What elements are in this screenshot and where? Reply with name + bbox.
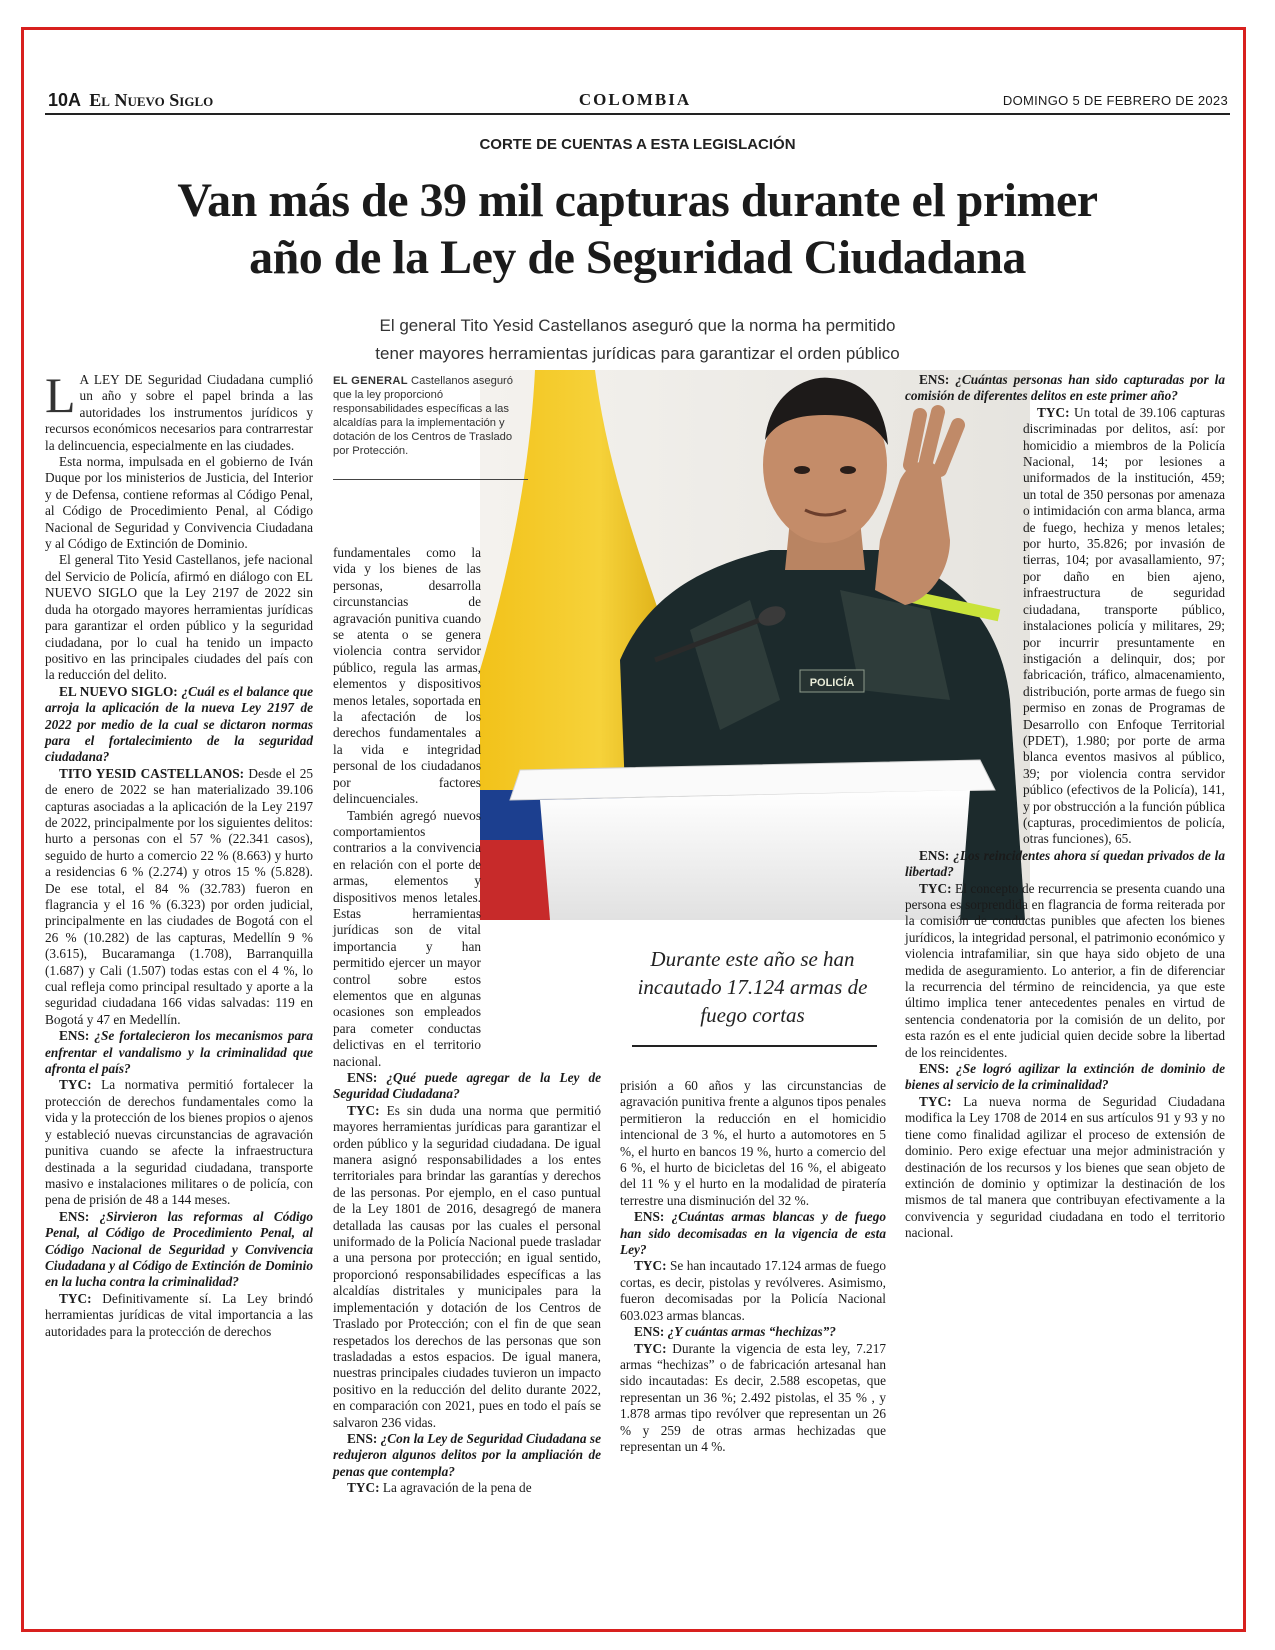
lead-paragraph: [45, 367, 313, 454]
answer: [620, 1341, 886, 1456]
speaker: ENS:: [919, 1061, 950, 1077]
column-3: [620, 1078, 886, 1455]
headline-line-2: año de la Ley de Seguridad Ciudadana: [249, 231, 1026, 284]
speaker: TYC:: [1037, 404, 1070, 420]
pull-quote-rule: [632, 1045, 877, 1047]
pull-quote: Durante este año se han incautado 17.124 armas de fuego cortas: [637, 947, 868, 1027]
speaker: TYC:: [634, 1258, 667, 1274]
question-text: ¿Se fortalecieron los mecanismos para enfrentar el vandalismo y la criminalidad que afronta el país?: [45, 1028, 313, 1077]
caption-text: Castellanos aseguró que la ley proporcionó responsabilidades específicas a las alcaldías para la implementación y dotación de los Centros de Traslado por Protección.: [333, 375, 514, 457]
question: [333, 1431, 601, 1480]
question-text: ¿Con la Ley de Seguridad Ciudadana se redujeron algunos delitos por la ampliación de penas que contempla?: [333, 1430, 601, 1479]
question-text: ¿Cuántas personas han sido capturadas por la comisión de diferentes delitos en este primer año?: [905, 372, 1225, 404]
section-name: COLOMBIA: [578, 90, 692, 109]
answer-text: La agravación de la pena de: [379, 1480, 532, 1496]
speaker: ENS:: [634, 1209, 665, 1225]
question: [45, 1209, 313, 1291]
paragraph: También agregó nuevos comportamientos contrarios a la convivencia en relación con el porte de armas, elementos y dispositivos menos letales. Estas herramientas jurídicas son de vital importancia y han permitido ejercer un mayor control sobre estos elementos que en algunas ocasiones son empleados para cometer conductas delictivas en el territorio nacional.: [333, 807, 481, 1069]
answer: [905, 405, 1225, 848]
question-text: ¿Cuántas armas blancas y de fuego han sido decomisadas en la vigencia de esta Ley?: [620, 1209, 886, 1258]
issue-date: DOMINGO 5 DE FEBRERO DE 2023: [1002, 93, 1228, 108]
answer: [45, 1077, 313, 1208]
page-number: 10A: [48, 90, 82, 110]
column-1: [45, 367, 313, 1340]
column-2: [333, 545, 601, 1497]
answer-text: La nueva norma de Seguridad Ciudadana modifica la Ley 1708 de 2014 en sus artículos 91 y 93 y no tiene como finalidad agilizar el proceso de extensión de dominio. Pero exige efectuar una mejor administración y destinación de los recursos y los bienes que sean objeto de extinción de dominio y optimizar la destinación de los mismos de tal manera que contribuyan efectivamente a la convivencia y seguridad ciudadana en todo el territorio nacional.: [905, 1093, 1225, 1241]
answer-text: Es sin duda una norma que permitió mayores herramientas jurídicas para garantizar el orden público y la seguridad ciudadana. De igual manera asignó responsabilidades a los entes territoriales para brindar las garantías y derechos de las personas. Por ejemplo, en el caso puntual de la Ley 1801 de 2016, desagregó de manera detallada las causas por las cuales el personal uniformado de la Policía Nacional puede trasladar a una persona por protección; en igual sentido, proporcionó responsabilidades específicas a las alcaldías distritales y municipales para la implementación y dotación de los Centros de Traslado por Protección; con el fin de que sean respetados los derechos de las personas que son trasladadas a estos espacios. De igual manera, nuestras principales ciudades tuvieron un impacto positivo en la reducción del delito durante 2022, en comparación con 2021, pues en todo el país se salvaron 236 vidas.: [333, 1102, 601, 1430]
question-text: ¿Qué puede agregar de la Ley de Seguridad Ciudadana?: [333, 1070, 601, 1102]
page-header-left: [48, 90, 213, 111]
speaker: ENS:: [919, 372, 950, 387]
speaker: TYC:: [347, 1480, 380, 1496]
newspaper-brand: El Nuevo Siglo: [89, 90, 214, 110]
question: [620, 1209, 886, 1258]
question: [905, 1061, 1225, 1094]
kicker: CORTE DE CUENTAS A ESTA LEGISLACIÓN: [479, 136, 796, 153]
answer-text: Desde el 25 de enero de 2022 se han materializado 39.106 capturas asociadas a la aplicación de la Ley 2197 de 2022, principalmente por los siguientes delitos: hurto a personas con el 57 % (22.341 casos), seguido de hurto a comercio 22 % (8.663) y hurto a residencias 6 % (2.274) y otros 15 % (5.828). De ese total, el 84 % (32.783) fueron en flagrancia y el 16 % (6.323) por orden judicial, principalmente en las ciudades de Bogotá con el 26 % (10.282) de las capturas, Medellín 9 % (3.615), Bucaramanga (1.708), Barranquilla (1.687) y Cali (1.507) todas estas con el 4 %, lo cual refleja como principal resultado y aporte a la seguridad ciudadana 166 vidas salvadas: 119 en Bogotá y 47 en Medellín.: [45, 765, 313, 1027]
question: [905, 848, 1225, 881]
speaker: TYC:: [919, 880, 952, 896]
deck-line-1: El general Tito Yesid Castellanos aseguró que la norma ha permitido: [379, 316, 896, 335]
deck: [100, 312, 1175, 368]
question-text: ¿Los reincidentes ahora sí quedan privados de la libertad?: [905, 847, 1225, 880]
speaker: TYC:: [347, 1102, 380, 1118]
answer: [905, 1094, 1225, 1242]
question: [45, 684, 313, 766]
paragraph: Esta norma, impulsada en el gobierno de Iván Duque por los ministerios de Justicia, del Interior y de Defensa, contiene reformas al Código Penal, al Código de Procedimiento Penal, al Código Nacional de Seguridad y Convivencia Ciudadana y al Código de Extinción de Dominio.: [45, 454, 313, 552]
speaker: TYC:: [919, 1093, 952, 1109]
answer: [905, 881, 1225, 1061]
question: [45, 1028, 313, 1077]
answer: [333, 1480, 601, 1496]
speaker: ENS:: [59, 1028, 90, 1044]
caption-lead: EL GENERAL: [333, 375, 408, 387]
speaker: ENS:: [347, 1430, 378, 1446]
answer: [333, 1103, 601, 1431]
answer-text: Un total de 39.106 capturas discriminadas por delitos, así: por homicidio a miembros de la Policía Nacional, 14; por lesiones a uniformados de la institución, 459; un total de 350 personas por amenaza o intimidación con arma blanca, arma de fuego, hechiza y menos letales; por hurto, 35.826; por invasión de tierras, 104; por avasallamiento, 97; por daño en bien ajeno, infraestructura de seguridad ciudadana, transporte público, instalaciones policía y militares, 29; por incurrir presuntamente en instigación a delinquir, dos; por fabricación, tráfico, almacenamiento, distribución, porte armas de fuego sin permiso en zonas de Programas de Desarrollo con Enfoque Territorial (PDET), 1.980; por porte de arma blanca eventos masivos al público, 39; por violencia contra servidor público (efectivos de la Policía), 141, y por obstrucción a la función pública (capturas, procedimientos de policía, otras funciones), 65.: [1023, 404, 1225, 847]
speaker: TITO YESID CASTELLANOS:: [59, 765, 245, 781]
caption-rule: [333, 479, 528, 480]
deck-line-2: tener mayores herramientas jurídicas para garantizar el orden público: [375, 344, 900, 363]
answer-text: Se han incautado 17.124 armas de fuego cortas, es decir, pistolas y revólveres. Asimismo, fueron decomisadas por la Policía Nacional 603.023 armas blancas.: [620, 1258, 886, 1323]
answer: [45, 1291, 313, 1340]
speaker: TYC:: [59, 1290, 92, 1306]
speaker: ENS:: [347, 1070, 378, 1085]
question-text: ¿Y cuántas armas “hechizas”?: [664, 1324, 836, 1340]
speaker: ENS:: [59, 1208, 90, 1224]
photo-caption: [333, 374, 528, 458]
lead-text: A LEY DE Seguridad Ciudadana cumplió un año y sobre el papel brinda a las autoridades los instrumentos jurídicos y recursos económicos necesarios para contrarrestar la delincuencia, especialmente en las ciudades.: [45, 372, 313, 453]
headline-line-1: Van más de 39 mil capturas durante el primer: [177, 174, 1098, 227]
question: [620, 1324, 886, 1340]
answer: [45, 766, 313, 1029]
question-text: ¿Sirvieron las reformas al Código Penal, al Código de Procedimiento Penal, al Código Nacional de Seguridad y Convivencia Ciudadana y al Código de Extinción de Dominio en la lucha contra la criminalidad?: [45, 1208, 313, 1290]
speaker: ENS:: [919, 847, 950, 863]
question-text: ¿Cuál es el balance que arroja la aplicación de la nueva Ley 2197 de 2022 por medio de la cual se dictaron normas para el fortalecimiento de la seguridad ciudadana?: [45, 683, 313, 765]
paragraph: El general Tito Yesid Castellanos, jefe nacional del Servicio de Policía, afirmó en diálogo con EL NUEVO SIGLO que la Ley 2197 de 2022 sin duda ha otorgado mayores herramientas jurídicas para garantizar el orden público y la seguridad ciudadana, por lo cual ha tenido un impacto positivo en las principales ciudades del país con la reducción del delito.: [45, 552, 313, 683]
answer-text: El concepto de recurrencia se presenta cuando una persona es sorprendida en flagrancia de forma reiterada por la comisión de conductas punibles que afecten los bienes jurídicos, la integridad personal, el patrimonio económico y violencia intrafamiliar, sin que haya sido objeto de una medida de aseguramiento. Lo anterior, a fin de diferenciar la recurrencia del término de reincidencia, ya que este último implica tener antecedentes penales en virtud de sentencia condenatoria por la comisión de un delito, por esta razón es el ente judicial quien decide sobre la libertad de los reincidentes.: [905, 880, 1225, 1060]
speaker: ENS:: [634, 1324, 665, 1340]
paragraph: prisión a 60 años y las circunstancias de agravación punitiva frente a algunos tipos penales permitieron la reducción en el homicidio intencional de 3 %, el hurto a automotores en 5 %, el hurto en bancos 19 %, hurto a comercio del 6 %, el hurto de bicicletas del 16 %, el abigeato del 11 % y el hurto en la modalidad de piratería terrestre una disminución del 32 %.: [620, 1078, 886, 1208]
header-rule: [45, 113, 1230, 115]
question-text: ¿Se logró agilizar la extinción de dominio de bienes al servicio de la criminalidad?: [905, 1061, 1225, 1093]
column-4: [905, 372, 1225, 1242]
uniform-badge: POLICÍA: [809, 677, 855, 689]
speaker: EL NUEVO SIGLO:: [59, 683, 178, 699]
answer-text: Definitivamente sí. La Ley brindó herramientas jurídicas de vital importancia a las autoridades para la protección de derechos: [45, 1290, 313, 1339]
question: [333, 1070, 601, 1103]
drop-cap: L: [45, 367, 76, 423]
question: [905, 372, 1225, 405]
paragraph: fundamentales como la vida y los bienes de las personas, desarrolla circunstancias de agravación punitiva cuando se atenta o se genera violencia contra servidor público, regula las armas, elementos y dispositivos menos letales, soportada en la afectación de los derechos fundamentales a la vida e integridad personal de los ciudadanos por factores delincuenciales.: [333, 545, 481, 807]
speaker: TYC:: [634, 1340, 667, 1356]
answer-text: La normativa permitió fortalecer la protección de derechos fundamentales como la vida y la protección de los bienes propios o ajenos y estableció nuevas circunstancias de agravación punitiva cuando se afecte la infraestructura destinada a la seguridad ciudadana, transporte masivo e instalaciones militares o de policía, con pena de prisión de 48 a 144 meses.: [45, 1077, 313, 1208]
speaker: TYC:: [59, 1077, 92, 1093]
answer-text: Durante la vigencia de esta ley, 7.217 armas “hechizas” o de fabricación artesanal han sido incautadas: Es decir, 2.588 escopetas, que representan un 36 %; 2.492 pistolas, el 35 % , y 1.878 armas tipo revólver que representan un 26 % y 259 de otras armas hechizadas que representan un 4 %.: [620, 1340, 886, 1454]
headline: [60, 172, 1215, 286]
answer: [620, 1258, 886, 1324]
